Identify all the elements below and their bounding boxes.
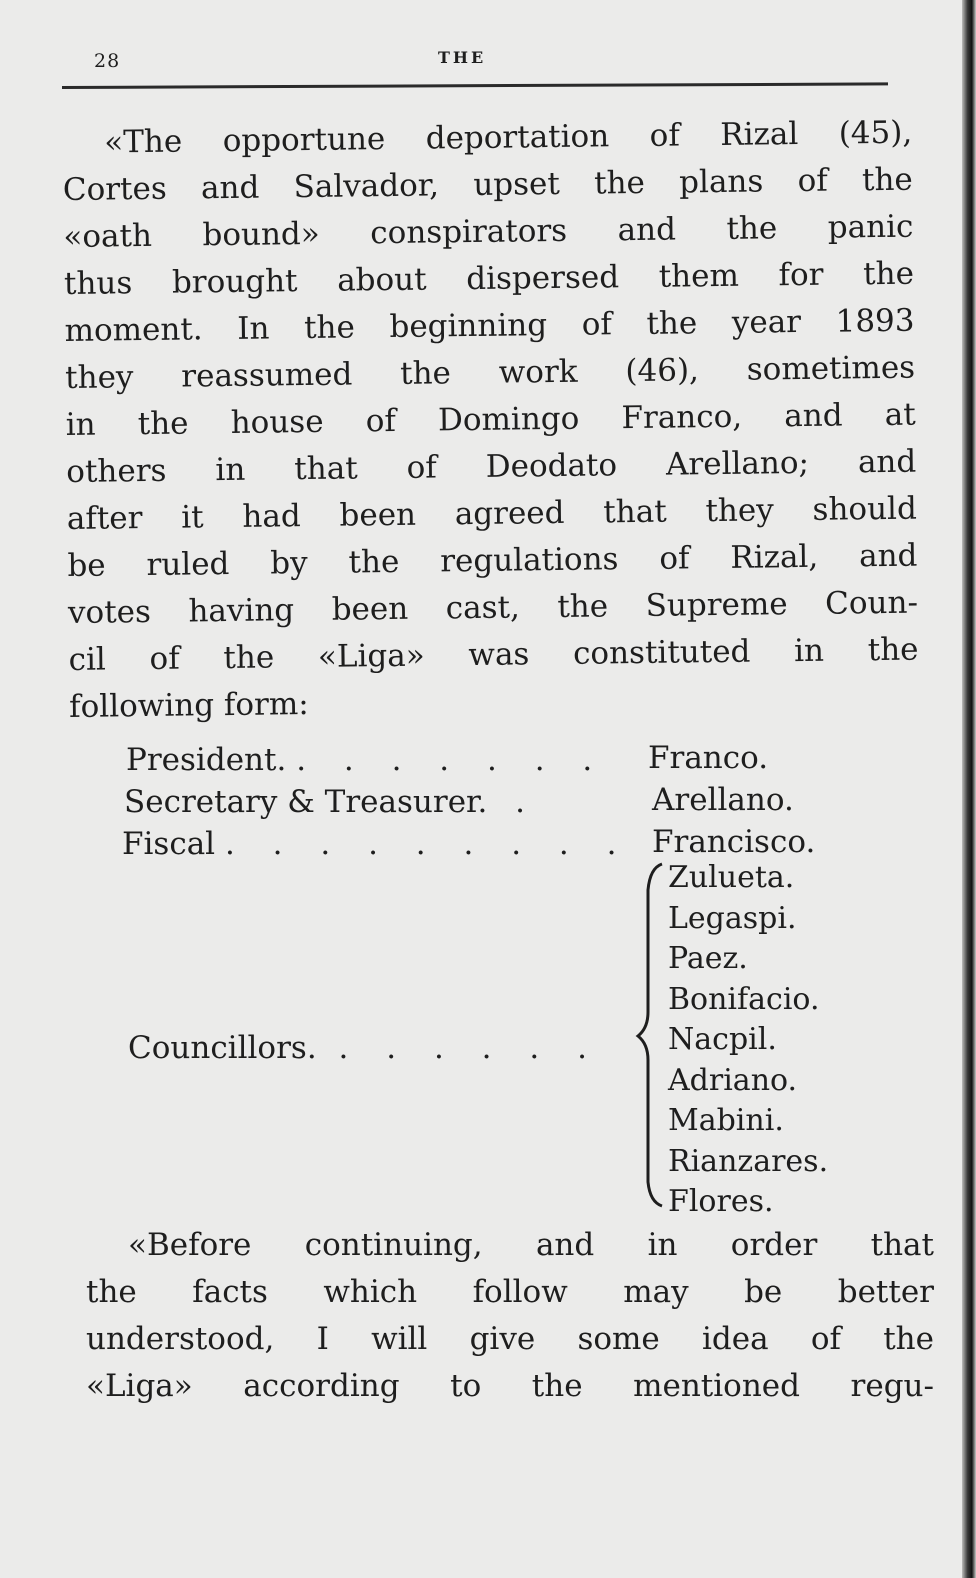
- list-item: Paez.: [668, 941, 748, 976]
- brace-icon: [632, 860, 672, 1210]
- text-line: Cortes and Salvador, upset the plans of the: [62, 161, 914, 208]
- text-line: others in that of Deodato Arellano; and: [66, 443, 917, 490]
- text-line: understood, I will give some idea of the: [86, 1321, 934, 1357]
- officer-name-president: Franco.: [648, 740, 769, 776]
- paragraph-2: [86, 1222, 934, 1410]
- list-item: Legaspi.: [668, 900, 797, 936]
- text-line: after it had been agreed that they should: [66, 490, 918, 537]
- list-item: Mabini.: [668, 1103, 784, 1138]
- text-line: they reassumed the work (46), sometimes: [64, 349, 916, 396]
- header-rule: [62, 82, 888, 89]
- officer-name-secretary: Arellano.: [652, 782, 794, 818]
- leader-dots: .: [515, 784, 540, 820]
- officer-title: Secretary & Treasurer.: [124, 784, 488, 820]
- page-number: 28: [94, 50, 121, 72]
- officer-row-fiscal: [122, 824, 630, 864]
- text-line: «Liga» according to the mentioned regu-: [86, 1368, 934, 1404]
- text-line: «The opportune deportation of Rizal (45),: [104, 114, 913, 161]
- leader-dots: . . . . . . . . .: [224, 826, 631, 862]
- text-line: «oath bound» conspirators and the panic: [63, 208, 914, 255]
- list-item: Zulueta.: [668, 860, 795, 895]
- leader-dots: . . . . . . .: [296, 742, 607, 778]
- officer-row-secretary: [124, 782, 539, 822]
- page-binding-edge: [962, 0, 976, 1578]
- text-line: thus brought about dispersed them for the: [63, 255, 915, 302]
- text-line: following form:: [68, 686, 309, 725]
- councillors-row: Councillors. . . . . . .: [128, 1030, 601, 1066]
- text-line: be ruled by the regulations of Rizal, and: [67, 537, 918, 584]
- text-line: the facts which follow may be better: [86, 1274, 934, 1310]
- councillors-label: Councillors: [128, 1030, 307, 1066]
- list-item: Adriano.: [668, 1062, 798, 1098]
- leader-dots: . . . . . .: [338, 1030, 601, 1066]
- running-title: THE: [438, 48, 487, 67]
- officer-title: President: [126, 742, 277, 778]
- text-line: in the house of Domingo Franco, and at: [65, 396, 916, 443]
- text-line: votes having been cast, the Supreme Coun-: [67, 584, 919, 631]
- councillors-list: [668, 858, 828, 1223]
- officer-name-fiscal: Francisco.: [652, 824, 816, 860]
- text-line: «Before continuing, and in order that: [128, 1227, 934, 1263]
- list-item: Flores.: [668, 1184, 774, 1219]
- list-item: Nacpil.: [668, 1022, 777, 1057]
- list-item: Bonifacio.: [668, 981, 820, 1017]
- text-line: moment. In the beginning of the year 1893: [64, 302, 915, 349]
- list-item: Rianzares.: [668, 1143, 829, 1179]
- text-line: cil of the «Liga» was constituted in the: [68, 631, 919, 678]
- officer-title: Fiscal: [122, 826, 216, 862]
- officer-row-president: President. . . . . . . .: [126, 742, 607, 778]
- paragraph-1: [62, 110, 919, 731]
